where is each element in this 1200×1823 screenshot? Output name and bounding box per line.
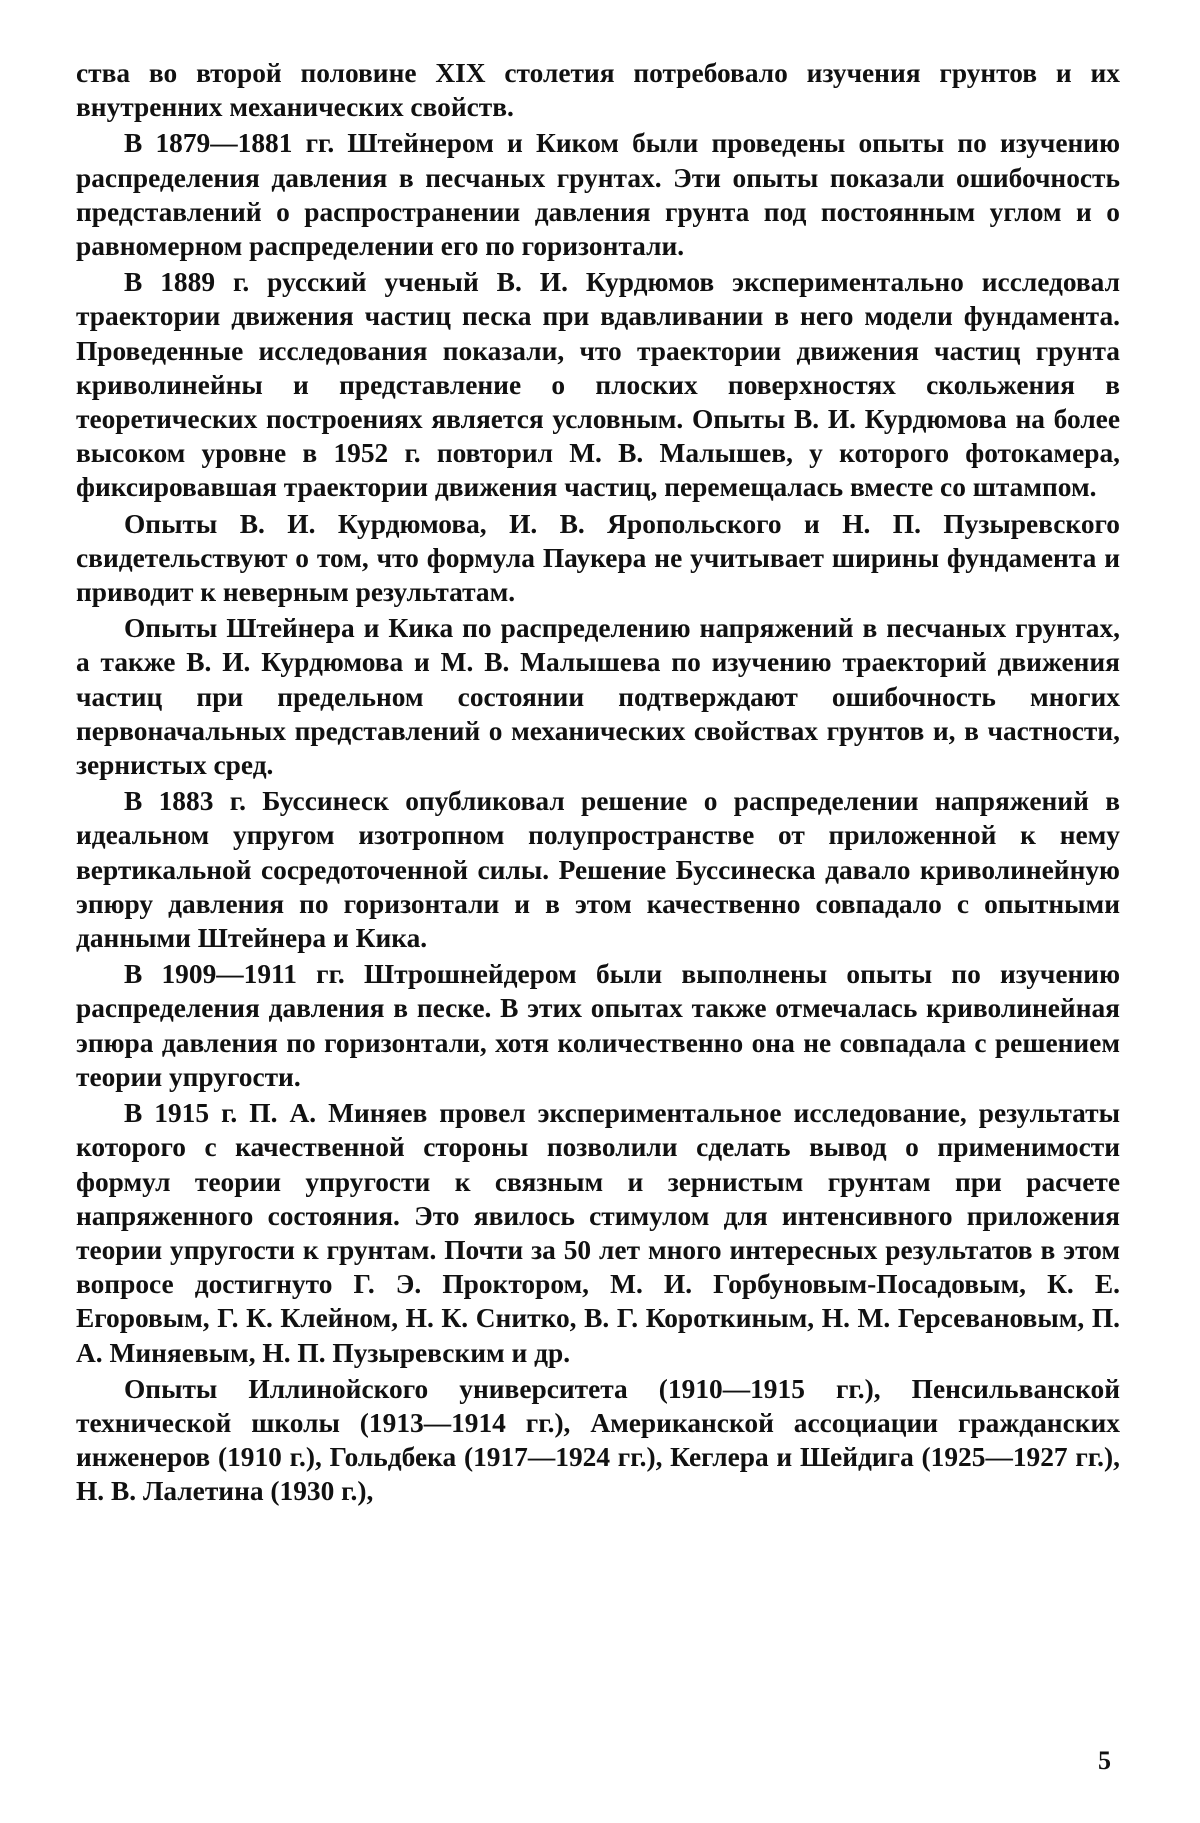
paragraph: В 1883 г. Буссинеск опубликовал решение о распределении напряжений в идеальном упругом изотропном полупространстве от приложенной к нему вертикальной сосредоточенной силы. Решение Буссинеска давало криволинейную эпюру давления по горизонтали и в этом качественно совпадало с опытными данными Штейнера и Кика. [76, 786, 1120, 954]
paragraph: Опыты В. И. Курдюмова, И. В. Яропольского и Н. П. Пузыревского свидетельствуют о том, что формула Паукера не учитывает ширины фундамента и приводит к неверным результатам. [76, 508, 1120, 608]
paragraph: В 1889 г. русский ученый В. И. Курдюмов экспериментально исследовал траектории движения частиц песка при вдавливании в него модели фундамента. Проведенные исследования показали, что траектории движения частиц грунта криволинейны и представление о плоских поверхностях скольжения в теоретических построениях является условным. Опыты В. И. Курдюмова на более высоком уровне в 1952 г. повторил М. В. Малышев, у которого фотокамера, фиксировавшая траектории движения частиц, перемещалась вместе со штампом. [76, 267, 1120, 503]
paragraph: В 1879—1881 гг. Штейнером и Киком были проведены опыты по изучению распределения давления в песчаных грунтах. Эти опыты показали ошибочность представлений о распространении давления грунта под постоянным углом и о равномерном распределении его по горизонтали. [76, 128, 1120, 262]
document-body [76, 56, 1120, 1509]
paragraph: Опыты Штейнера и Кика по распределению напряжений в песчаных грунтах, а также В. И. Курдюмова и М. В. Малышева по изучению траекторий движения частиц при предельном состоянии подтверждают ошибочность многих первоначальных представлений о механических свойствах грунтов и, в частности, зернистых сред. [76, 613, 1120, 781]
page-number: 5 [1098, 1746, 1111, 1775]
paragraph: Опыты Иллинойского университета (1910—1915 гг.), Пенсильванской технической школы (1913—1914 гг.), Американской ассоциации гражданских инженеров (1910 г.), Гольдбека (1917—1924 гг.), Кеглера и Шейдига (1925—1927 гг.), Н. В. Лалетина (1930 г.), [76, 1373, 1120, 1507]
paragraph-continuation: ства во второй половине XIX столетия потребовало изучения грунтов и их внутренних механических свойств. [76, 58, 1120, 123]
paragraph: В 1915 г. П. А. Миняев провел экспериментальное исследование, результаты которого с качественной стороны позволили сделать вывод о применимости формул теории упругости к связным и зернистым грунтам при расчете напряженного состояния. Это явилось стимулом для интенсивного приложения теории упругости к грунтам. Почти за 50 лет много интересных результатов в этом вопросе достигнуто Г. Э. Проктором, М. И. Горбуновым-Посадовым, К. Е. Егоровым, Г. К. Клейном, Н. К. Снитко, В. Г. Короткиным, Н. М. Герсевановым, П. А. Миняевым, Н. П. Пузыревским и др. [76, 1098, 1120, 1368]
paragraph: В 1909—1911 гг. Штрошнейдером были выполнены опыты по изучению распределения давления в песке. В этих опытах также отмечалась криволинейная эпюра давления по горизонтали, хотя количественно она не совпадала с решением теории упругости. [76, 959, 1120, 1092]
